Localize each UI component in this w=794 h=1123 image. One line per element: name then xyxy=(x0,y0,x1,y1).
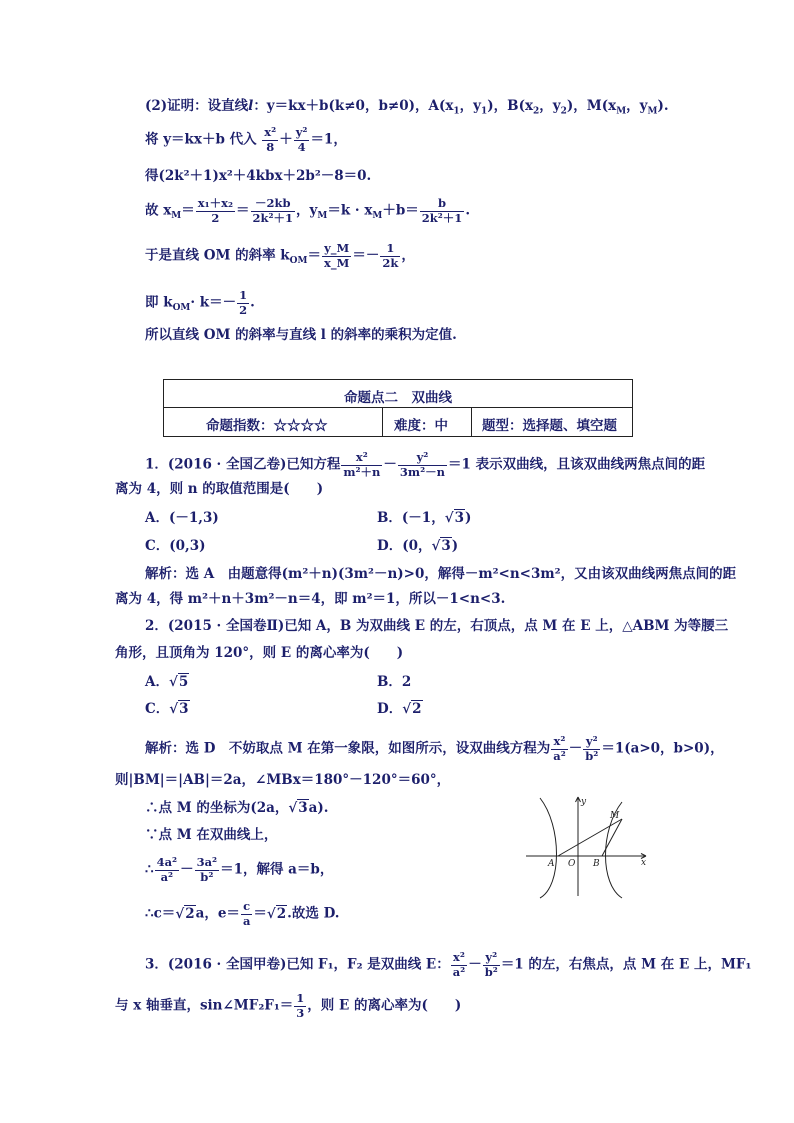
text: 与 x 轴垂直，sin∠MF₂F₁＝ xyxy=(115,997,294,1014)
topic-title: 命题点二 双曲线 xyxy=(344,390,452,406)
point-M-label: M xyxy=(610,811,620,821)
radicand: 5 xyxy=(178,674,189,690)
text: · k＝－ xyxy=(190,294,237,311)
text: 1 xyxy=(453,106,460,117)
fraction xyxy=(237,290,249,316)
denominator: 2k²＋1 xyxy=(252,210,294,225)
denominator: m²＋n xyxy=(343,464,381,479)
numerator: －2kb xyxy=(251,198,296,212)
text: ＝1， xyxy=(310,131,347,148)
fraction xyxy=(294,993,306,1019)
x-axis-label: x xyxy=(641,858,647,868)
topic-type: 题型：选择题、填空题 xyxy=(482,418,617,434)
q2-solution-3 xyxy=(145,802,329,816)
radicand: 2 xyxy=(412,701,422,717)
sqrt: √2 xyxy=(175,905,195,922)
fraction xyxy=(451,952,468,978)
text: 故 x xyxy=(145,202,172,219)
text: M xyxy=(616,106,627,117)
numerator: y² xyxy=(295,125,308,139)
fraction xyxy=(241,901,252,927)
sqrt: √3 xyxy=(431,538,451,554)
text: B．(－1， xyxy=(377,510,445,526)
q1-option-b[interactable] xyxy=(377,512,471,526)
sqrt: √3 xyxy=(169,701,189,717)
text: M xyxy=(647,106,658,117)
q1-option-d[interactable] xyxy=(377,540,458,554)
fraction xyxy=(483,952,500,978)
text: l xyxy=(248,98,254,114)
fraction xyxy=(155,857,180,883)
text: ，则 E 的离心率为( ) xyxy=(307,997,462,1014)
denominator: 3 xyxy=(296,1005,305,1020)
q1-solution-1: 解析：选 A 由题意得(m²＋n)(3m²－n)>0，解得－m²<n<3m²，又由该双曲线两焦点间的距 xyxy=(145,566,737,582)
denominator: a² xyxy=(553,748,566,763)
numerator: 4a² xyxy=(156,855,178,869)
sqrt: √3 xyxy=(444,510,464,526)
numerator: y_M xyxy=(322,243,351,257)
sqrt: √2 xyxy=(402,701,422,717)
denominator: a xyxy=(242,913,251,928)
numerator: b xyxy=(420,198,465,212)
fraction xyxy=(583,736,600,762)
fraction xyxy=(551,736,568,762)
fraction xyxy=(294,127,310,153)
q2-option-d[interactable] xyxy=(377,703,423,717)
q1-line-2: 离为 4，则 n 的取值范围是( ) xyxy=(115,481,324,497)
denominator: b² xyxy=(484,964,498,979)
q2-option-b[interactable]: B．2 xyxy=(377,674,412,690)
q2-solution-6 xyxy=(145,901,340,927)
fraction xyxy=(251,198,296,224)
text: ，y xyxy=(296,202,318,219)
text: ，y xyxy=(459,98,482,114)
denominator: a² xyxy=(452,964,466,979)
numerator: x² xyxy=(451,952,468,966)
point-B-label: B xyxy=(593,859,600,869)
proof-line-7: 所以直线 OM 的斜率与直线 l 的斜率的乘积为定值. xyxy=(145,327,457,343)
denominator: 8 xyxy=(266,139,275,154)
numerator: c xyxy=(241,901,252,915)
denominator: 2k²＋1 xyxy=(421,210,463,225)
radicand: 3 xyxy=(441,538,451,554)
fraction xyxy=(420,198,465,224)
proof-line-6: 即 $k_{OM}\cdot k=-$ $\frac{1}{2}$ . xyxy=(145,288,255,317)
sqrt: √5 xyxy=(168,674,189,690)
denominator: 2 xyxy=(239,302,248,317)
q1-line-1: 1．(2016 · 全国乙卷)已知方程 $\frac{\text{x²}}{\text{m²＋n}}$ － $\frac{\text{y²}}{\text{3m²－n}}$ ＝1 表示双曲线，且该双曲线两焦点间的距 xyxy=(145,450,706,479)
fraction xyxy=(195,857,220,883)
hyperbola-figure xyxy=(520,792,655,902)
denominator: 2 xyxy=(211,210,220,225)
proof-line-5: 于是直线 OM 的斜率 $k_{OM}=$ $\frac{y\_M}{x\_M}$ ＝－ $\frac{1}{2k}$ ， xyxy=(145,241,415,270)
topic-box-header xyxy=(164,380,632,408)
proof-line-4: 故 $x_M=$ $\frac{\text{x₁＋x₂}}{2}$ ＝ $\frac{-2kb}{\text{2k²＋1}}$ ，$y_M=k \cdot x_M+b=$ $\frac{b}{\text{2k²＋1}}$ . xyxy=(145,196,471,225)
q2-solution-1: 解析：选 D 不妨取点 M 在第一象限，如图所示，设双曲线方程为 $\frac{\text{x²}}{\text{a²}}$ － $\frac{\text{y²}}{\text{b²}}$ ＝1(a>0，b>0)， xyxy=(145,734,724,763)
sqrt: √2 xyxy=(266,905,287,922)
text: ，y xyxy=(626,98,648,114)
proof-line-3: 得(2k²＋1)x²＋4kbx＋2b²－8＝0. xyxy=(145,168,372,184)
topic-cell-index xyxy=(164,408,383,436)
text: ) xyxy=(464,510,472,526)
proof-line-2: 将 y＝kx＋b 代入 $\frac{\text{x²}}{8}$ ＋ $\frac{\text{y²}}{4}$ ＝1， xyxy=(145,125,347,154)
text: 1 xyxy=(481,106,488,117)
text: )，B(x xyxy=(487,98,534,114)
numerator: x² xyxy=(341,452,382,466)
q2-option-c[interactable] xyxy=(145,703,190,717)
q1-option-c[interactable]: C．(0,3) xyxy=(145,538,206,554)
text: 即 k xyxy=(145,294,173,311)
q2-option-a[interactable] xyxy=(145,676,189,690)
q1-option-a[interactable]: A．(－1,3) xyxy=(145,510,219,526)
topic-difficulty: 难度：中 xyxy=(394,418,448,434)
proof-line-1 xyxy=(145,98,669,117)
fraction xyxy=(380,243,400,269)
numerator: 1 xyxy=(296,991,305,1005)
text: ＝ xyxy=(253,905,267,922)
text: 2 xyxy=(533,106,540,117)
numerator: x₁＋x₂ xyxy=(197,196,234,210)
sqrt: √3 xyxy=(288,800,308,816)
text: ). xyxy=(657,98,669,114)
numerator: x² xyxy=(551,736,568,750)
text: a). xyxy=(308,800,329,816)
numerator: 3a² xyxy=(196,855,218,869)
text: ＝1(a>0，b>0)， xyxy=(601,740,724,757)
text: ) xyxy=(451,538,459,554)
q1-solution-2: 离为 4，得 m²＋n＋3m²－n＝4，即 m²＝1，所以－1<n<3. xyxy=(115,591,506,607)
radicand: 2 xyxy=(276,905,287,922)
radicand: 3 xyxy=(298,800,308,816)
text: )，M(x xyxy=(566,98,617,114)
numerator: y² xyxy=(583,736,600,750)
fraction xyxy=(196,198,235,224)
fraction xyxy=(341,452,382,478)
topic-cell-difficulty xyxy=(383,408,472,436)
radicand: 3 xyxy=(179,701,189,717)
text: ∴点 M 的坐标为(2a， xyxy=(145,800,289,816)
text: 解析：选 D 不妨取点 M 在第一象限，如图所示，设双曲线方程为 xyxy=(145,740,551,757)
numerator: 1 xyxy=(239,288,248,302)
text: 3．(2016 · 全国甲卷)已知 F₁，F₂ 是双曲线 E： xyxy=(145,956,450,973)
y-axis-label: y xyxy=(581,797,587,807)
text: A． xyxy=(145,674,169,690)
text: ∴c＝ xyxy=(145,905,176,922)
denominator: 4 xyxy=(297,139,306,154)
topic-index: 命题指数：☆☆☆☆ xyxy=(206,418,328,434)
q2-solution-5: ∴ $\frac{\text{4a²}}{\text{a²}}$ － $\frac{\text{3a²}}{\text{b²}}$ ＝1，解得 a＝b， xyxy=(145,855,334,884)
text: D． xyxy=(377,701,403,717)
q2-line-1: 2．(2015 · 全国卷Ⅱ)已知 A，B 为双曲线 E 的左，右顶点，点 M 在 E 上，△ABM 为等腰三 xyxy=(145,618,729,634)
text: ＝1，解得 a＝b， xyxy=(220,861,334,878)
fraction xyxy=(322,243,351,269)
left-branch xyxy=(540,798,557,898)
fraction xyxy=(398,452,447,478)
q3-line-2 xyxy=(115,993,461,1019)
text: ，y xyxy=(539,98,561,114)
radicand: 2 xyxy=(185,905,195,922)
denominator: x_M xyxy=(323,255,350,270)
text: ：y＝kx＋b(k≠0，b≠0)，A(x xyxy=(253,98,454,114)
text: (2)证明：设直线 xyxy=(145,98,249,114)
q2-line-2: 角形，且顶角为 120°，则 E 的离心率为( ) xyxy=(115,645,404,661)
text: ， xyxy=(401,247,415,264)
denominator: b² xyxy=(200,869,214,884)
q3-line-1: 3．(2016 · 全国甲卷)已知 F₁，F₂ 是双曲线 E： $\frac{\text{x²}}{\text{a²}}$ － $\frac{\text{y²}}{\text{b²}}$ ＝1 的左，右焦点，点 M 在 E 上，MF₁ xyxy=(145,950,752,979)
denominator: 2k xyxy=(382,255,399,270)
text: ＝1 表示双曲线，且该双曲线两焦点间的距 xyxy=(448,456,706,473)
text: ＝k · x xyxy=(327,202,373,219)
text: 1．(2016 · 全国乙卷)已知方程 xyxy=(145,456,341,473)
denominator: 3m²－n xyxy=(399,464,445,479)
text: C． xyxy=(145,701,170,717)
text: 2 xyxy=(560,106,567,117)
text: a，e＝ xyxy=(195,905,240,922)
denominator: b² xyxy=(585,748,599,763)
text: 将 y＝kx＋b 代入 xyxy=(145,131,257,148)
text: D．(0， xyxy=(377,538,432,554)
numerator: x² xyxy=(264,125,277,139)
text: .故选 D. xyxy=(287,905,340,922)
numerator: y² xyxy=(483,952,500,966)
denominator: a² xyxy=(160,869,174,884)
radicand: 3 xyxy=(454,510,464,526)
point-A-label: A xyxy=(548,859,555,869)
fraction xyxy=(262,127,278,153)
text: ＋b＝ xyxy=(382,202,419,219)
numerator: y² xyxy=(398,452,447,466)
text: ＝1 的左，右焦点，点 M 在 E 上，MF₁ xyxy=(500,956,752,973)
text: 于是直线 OM 的斜率 k xyxy=(145,247,290,264)
point-O-label: O xyxy=(568,859,576,869)
topic-box xyxy=(163,379,633,437)
q2-solution-4: ∵点 M 在双曲线上， xyxy=(145,827,278,843)
numerator: 1 xyxy=(380,243,400,257)
q2-solution-2: 则|BM|＝|AB|＝2a，∠MBx＝180°－120°＝60°， xyxy=(115,772,451,788)
